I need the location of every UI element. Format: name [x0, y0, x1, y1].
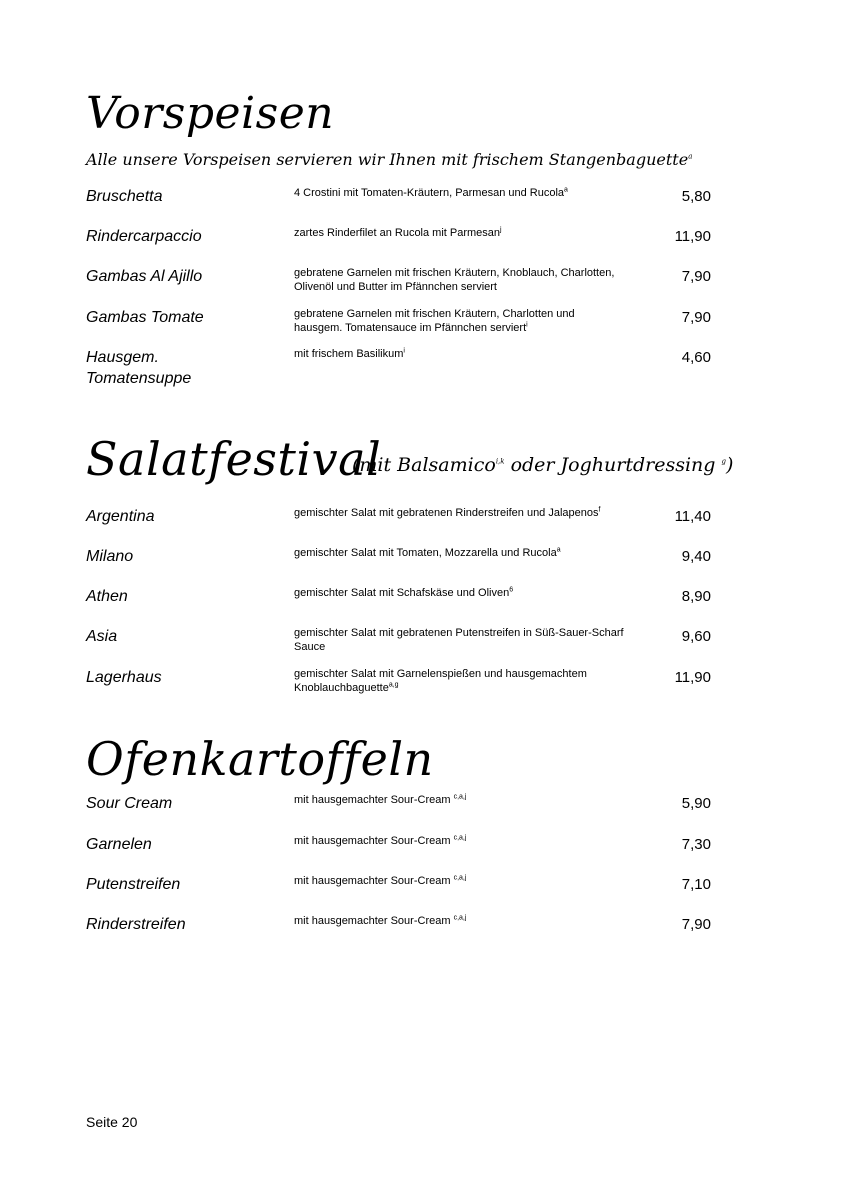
item-name: Asia — [86, 628, 118, 645]
section-title-vorspeisen: Vorspeisen — [86, 88, 335, 139]
section-title-salatfestival: Salatfestival — [86, 432, 382, 486]
item-price: 9,40 — [681, 548, 711, 565]
item-name: Milano — [86, 548, 134, 565]
item-name: Lagerhaus — [86, 669, 162, 686]
item-description: mit hausgemachter Sour-Cream $^{c,a,j}$ — [294, 914, 467, 927]
item-description: gebratene Garnelen mit frischen Kräutern, Knoblauch, Charlotten, Olivenöl und Butter im Pfännchen serviert — [294, 267, 615, 293]
item-name: Gambas Al Ajillo — [86, 268, 203, 285]
item-name: Rindercarpaccio — [86, 228, 202, 245]
item-price: 11,90 — [674, 669, 711, 686]
item-name: Hausgem. Tomatensuppe — [86, 349, 192, 387]
item-name: Argentina — [86, 508, 155, 525]
item-price: 7,90 — [681, 309, 711, 326]
item-price: 11,90 — [674, 228, 711, 245]
item-name: Garnelen — [86, 836, 152, 853]
item-price: 9,60 — [681, 628, 711, 645]
item-price: 11,40 — [674, 508, 711, 525]
item-name: Sour Cream — [86, 795, 173, 812]
item-description: mit hausgemachter Sour-Cream $^{c,a,j}$ — [294, 874, 467, 887]
item-description: gemischter Salat mit gebratenen Rinderstreifen und Jalapenos$^f$ — [294, 506, 601, 519]
item-description: 4 Crostini mit Tomaten-Kräutern, Parmesan und Rucola$^a$ — [294, 186, 568, 199]
item-price: 7,30 — [681, 836, 711, 853]
item-name: Gambas Tomate — [86, 309, 204, 326]
item-price: 7,90 — [681, 268, 711, 285]
item-price: 7,90 — [681, 916, 711, 933]
item-description: gemischter Salat mit Schafskäse und Oliven$^6$ — [294, 586, 514, 599]
item-description: mit frischem Basilikum$^i$ — [294, 347, 405, 360]
item-price: 5,80 — [681, 188, 711, 205]
section-title-ofenkartoffeln: Ofenkartoffeln — [86, 732, 434, 786]
item-description: gemischter Salat mit Tomaten, Mozzarella und Rucola$^a$ — [294, 546, 561, 559]
vorspeisen-subtitle-sup: a — [688, 152, 693, 161]
item-name: Bruschetta — [86, 188, 163, 205]
vorspeisen-subtitle — [86, 150, 692, 169]
item-description: gemischter Salat mit gebratenen Putenstreifen in Süß-Sauer-Scharf Sauce — [294, 627, 624, 653]
item-description: gebratene Garnelen mit frischen Kräutern, Charlotten und hausgem. Tomatensauce im Pfännchen serviert$^i$ — [294, 308, 575, 334]
item-price: 4,60 — [681, 349, 711, 366]
item-description: mit hausgemachter Sour-Cream $^{c,a,j}$ — [294, 793, 467, 806]
item-price: 8,90 — [681, 588, 711, 605]
item-name: Rinderstreifen — [86, 916, 186, 933]
item-description: zartes Rinderfilet an Rucola mit Parmesan$^j$ — [294, 226, 502, 239]
page-number: Seite 20 — [86, 1114, 138, 1130]
item-name: Athen — [86, 588, 128, 605]
item-description: mit hausgemachter Sour-Cream $^{c,a,j}$ — [294, 834, 467, 847]
item-price: 5,90 — [681, 795, 711, 812]
item-price: 7,10 — [681, 876, 711, 893]
item-name: Putenstreifen — [86, 876, 181, 893]
vorspeisen-subtitle-text: Alle unsere Vorspeisen servieren wir Ihnen mit frischem Stangenbaguette — [86, 150, 689, 169]
item-description: gemischter Salat mit Garnelenspießen und hausgemachtem Knoblauchbaguette$^{a,g}$ — [294, 668, 587, 694]
salat-dressing-note: (mit Balsamico$^{i,k}$ oder Joghurtdressing $^g$) — [352, 454, 734, 476]
